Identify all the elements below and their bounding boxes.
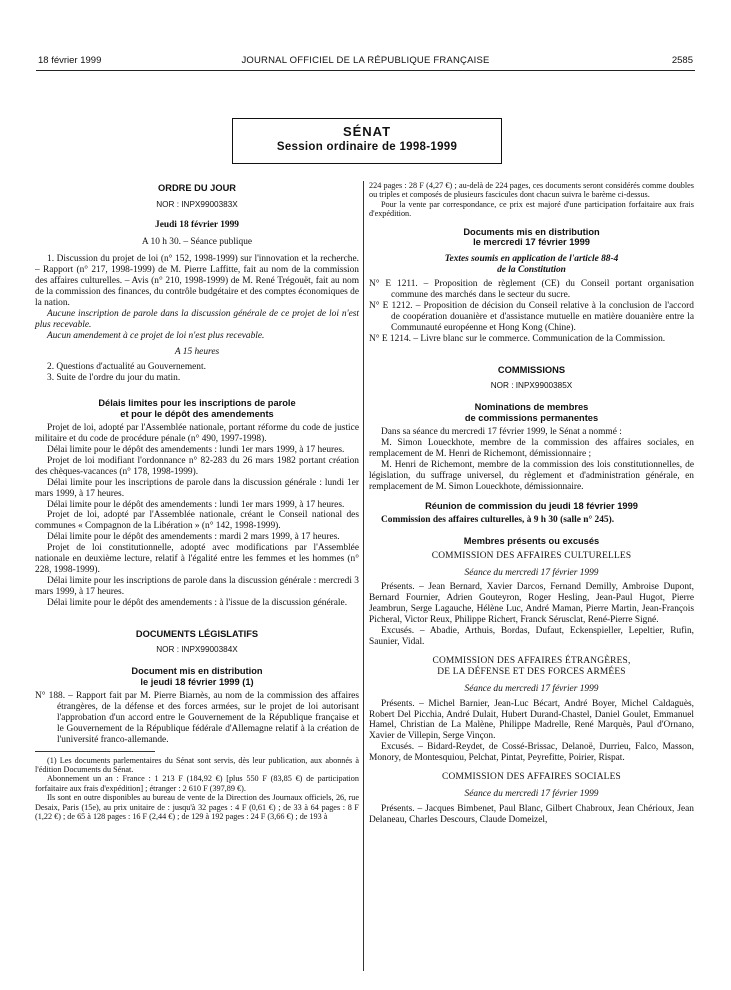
nor-reference: NOR : INPX9900385X bbox=[490, 381, 573, 391]
delai-paragraph: Délai limite pour le dépôt des amendements : lundi 1er mars 1999, à 17 heures. bbox=[47, 445, 345, 455]
delai-paragraph: Délai limite pour les inscriptions de parole dans la discussion générale : lundi 1er mars 1999, à 17 heures. bbox=[35, 477, 359, 499]
seance-date: Séance du mercredi 17 février 1999 bbox=[464, 683, 599, 694]
footnote-mail-order: Pour la vente par correspondance, ce prix est majoré d'une participation forfaitaire aux frais d'expédition. bbox=[369, 199, 694, 219]
delai-paragraph: Délai limite pour les inscriptions de parole dans la discussion générale : mercredi 3 mars 1999, à 17 heures. bbox=[35, 575, 359, 597]
commission-name: COMMISSION DES AFFAIRES CULTURELLES bbox=[431, 550, 632, 561]
nor-reference: NOR : INPX9900384X bbox=[156, 645, 238, 655]
seance-date: Séance du mercredi 17 février 1999 bbox=[464, 567, 599, 578]
agenda-note: Aucun amendement à ce projet de loi n'est plus recevable. bbox=[47, 330, 265, 341]
column-divider bbox=[363, 181, 364, 971]
nomination-paragraph: M. Simon Loueckhote, membre de la commission des affaires sociales, en remplacement de M. Henri de Richemont, démissionnaire ; bbox=[369, 438, 694, 460]
presents-list: Présents. – Jean Bernard, Xavier Darcos, Fernand Demilly, Ambroise Dupont, Bernard Fournier, Adrien Gouteyron, Roger Hesling, Jean-Paul Hugot, Pierre Jeambrun, Serge Lagauche, Hélène Luc, André Maman, Pierre Martin, Jean-François Picheral, Victor Reux, Philippe Richert, Franck Sérusclat, René-Pierre Signé. bbox=[369, 582, 694, 626]
document-e1212: N° E 1212. – Proposition de décision du Conseil relative à la conclusion de l'accord de coopération douanière et d'assistance mutuelle en matière douanière entre la Communauté européenne et Hong Kong (Chine). bbox=[369, 301, 694, 334]
nomination-paragraph: Dans sa séance du mercredi 17 février 1999, le Sénat a nommé : bbox=[381, 427, 622, 438]
reunion-paragraph: Commission des affaires culturelles, à 9 h 30 (salle n° 245). bbox=[381, 515, 615, 526]
commissions-heading: COMMISSIONS bbox=[497, 364, 566, 375]
agenda-item-3: 3. Suite de l'ordre du jour du matin. bbox=[47, 373, 181, 384]
document-e1214: N° E 1214. – Livre blanc sur le commerce. Communication de la Commission. bbox=[369, 333, 666, 344]
seance-date: Séance du mercredi 17 février 1999 bbox=[464, 788, 599, 799]
nominations-heading-line2: de commissions permanentes bbox=[464, 412, 599, 423]
footnote-subscription: Abonnement un an : France : 1 213 F (184,92 €) [plus 550 F (83,85 €) de participation forfaitaire aux frais d'expédition] ; étranger : 2 610 F (397,89 €). bbox=[35, 774, 359, 793]
header-page-number: 2585 bbox=[671, 55, 693, 66]
right-column bbox=[369, 181, 694, 826]
agenda-note: Aucune inscription de parole dans la discussion générale de ce projet de loi n'est plus recevable. bbox=[35, 308, 359, 330]
document-e1211: N° E 1211. – Proposition de règlement (CE) du Conseil portant organisation commune des marchés dans le secteur du sucre. bbox=[369, 279, 694, 301]
page-header bbox=[0, 55, 731, 69]
nominations-heading: Nominations de membres bbox=[474, 402, 589, 413]
title-session: Session ordinaire de 1998-1999 bbox=[276, 141, 458, 153]
document-188: N° 188. – Rapport fait par M. Pierre Biarnès, au nom de la commission des affaires étrangères, de la défense et des forces armées, sur le projet de loi autorisant l'approbation d'un accord entre le Gouvernement de la République française et le Gouvernement de la République fédérale d'Allemagne relatif à la création de l'université franco-allemande. bbox=[35, 691, 359, 745]
header-journal: JOURNAL OFFICIEL DE LA RÉPUBLIQUE FRANÇAISE bbox=[241, 55, 490, 66]
documents-distribution-heading: Documents mis en distribution bbox=[463, 226, 600, 237]
excuses-list: Excusés. – Bidard-Reydet, de Cossé-Brissac, Delanoë, Durrieu, Falco, Masson, Monory, de Montesquiou, Pelchat, Pintat, Peyrefitte, Poirier, Rispat. bbox=[369, 742, 694, 764]
nor-reference: NOR : INPX9900383X bbox=[156, 199, 238, 209]
ordre-du-jour-heading: ORDRE DU JOUR bbox=[158, 183, 236, 193]
presents-list: Présents. – Michel Barnier, Jean-Luc Bécart, André Boyer, Michel Caldaguès, Robert Del Picchia, André Dulait, Hubert Durand-Chastel, Daniel Goulet, Emmanuel Hamel, Christian de La Malène, Philippe Madrelle, René Marquès, Paul d'Ornano, Xavier de Villepin, Serge Vinçon. bbox=[369, 698, 694, 742]
delai-paragraph: Délai limite pour le dépôt des amendements : à l'issue de la discussion générale. bbox=[47, 597, 348, 608]
commission-name: COMMISSION DES AFFAIRES SOCIALES bbox=[442, 772, 621, 783]
delai-paragraph: Délai limite pour le dépôt des amendements : mardi 2 mars 1999, à 17 heures. bbox=[47, 532, 340, 543]
delai-paragraph: Projet de loi modifiant l'ordonnance n° 82-283 du 26 mars 1982 portant création des chèques-vacances (n° 178, 1998-1999). bbox=[35, 455, 359, 477]
afternoon-time: A 15 heures bbox=[174, 347, 220, 358]
title-box bbox=[232, 118, 502, 164]
delai-paragraph: Projet de loi, adopté par l'Assemblée nationale, créant le Conseil national des communes « Compagnon de la Libération » (n° 142, 1998-1999). bbox=[35, 510, 359, 532]
agenda-item-2: 2. Questions d'actualité au Gouvernement. bbox=[47, 362, 206, 373]
delai-paragraph: Projet de loi, adopté par l'Assemblée nationale, portant réforme du code de justice militaire et du code de procédure pénale (n° 490, 1997-1998). bbox=[35, 423, 359, 445]
textes-heading-line2: de la Constitution bbox=[497, 264, 566, 275]
document-distribution-date: le jeudi 18 février 1999 (1) bbox=[140, 676, 254, 687]
seance-time: A 10 h 30. – Séance publique bbox=[141, 237, 253, 248]
commission-name: COMMISSION DES AFFAIRES ÉTRANGÈRES, bbox=[432, 655, 631, 666]
header-rule bbox=[36, 70, 695, 71]
delai-paragraph: Délai limite pour le dépôt des amendements : lundi 1er mars 1999, à 17 heures. bbox=[47, 499, 345, 510]
documents-legislatifs-heading: DOCUMENTS LÉGISLATIFS bbox=[135, 628, 259, 639]
footnote-1: (1) Les documents parlementaires du Sénat sont servis, dès leur publication, aux abonnés à l'édition Documents du Sénat. bbox=[35, 755, 359, 774]
presents-list: Présents. – Jacques Bimbenet, Paul Blanc, Gilbert Chabroux, Jean Chérioux, Jean Delaneau, Charles Descours, Claude Domeizel, bbox=[369, 803, 694, 825]
title-senat: SÉNAT bbox=[342, 124, 392, 139]
footnote-rule bbox=[35, 751, 155, 752]
membres-heading: Membres présents ou excusés bbox=[463, 536, 600, 547]
delais-heading: Délais limites pour les inscriptions de parole bbox=[98, 398, 296, 409]
nomination-paragraph: M. Henri de Richemont, membre de la commission des lois constitutionnelles, de législation, du suffrage universel, du règlement et d'administration générale, en remplacement de M. Simon Loueckhote, démissionnaire. bbox=[369, 460, 694, 492]
date-heading: Jeudi 18 février 1999 bbox=[155, 220, 239, 231]
header-date: 18 février 1999 bbox=[38, 55, 102, 66]
documents-distribution-date: le mercredi 17 février 1999 bbox=[473, 237, 590, 248]
agenda-item-1: 1. Discussion du projet de loi (n° 152, 1998-1999) sur l'innovation et la recherche. – Rapport (n° 217, 1998-1999) de M. Pierre Laffitte, fait au nom de la commission des affaires culturelles. – Avis (n° 210, 1998-1999) de M. René Trégouët, fait au nom de la commission des finances, du contrôle budgétaire et des comptes économiques de la nation. bbox=[35, 254, 359, 308]
footnote-prices: Ils sont en outre disponibles au bureau de vente de la Direction des Journaux officiels, 26, rue Desaix, Paris (15e), au prix unitaire de : jusqu'à 32 pages : 4 F (0,61 €) ; de 33 à 64 pages : 8 F (1,22 €) ; de 65 à 128 pages : 16 F (2,44 €) ; de 129 à 192 pages : 24 F (3,66 €) ; de 193 à bbox=[35, 793, 359, 821]
reunion-heading: Réunion de commission du jeudi 18 février 1999 bbox=[425, 500, 638, 511]
footnote-continuation: 224 pages : 28 F (4,27 €) ; au-delà de 224 pages, ces documents seront considérés comme doubles ou triples et composés de plusieurs fascicules dont chacun suivra le barème ci-dessus. bbox=[369, 181, 694, 200]
delai-paragraph: Projet de loi constitutionnelle, adopté avec modifications par l'Assemblée nationale en deuxième lecture, relatif à l'égalité entre les femmes et les hommes (n° 228, 1998-1999). bbox=[35, 543, 359, 575]
delais-heading-line2: et pour le dépôt des amendements bbox=[120, 408, 274, 419]
document-distribution-heading: Document mis en distribution bbox=[131, 666, 263, 676]
excuses-list: Excusés. – Abadie, Arthuis, Bordas, Dufaut, Eckenspieller, Lepeltier, Rufin, Saunier, Vidal. bbox=[369, 626, 694, 647]
textes-heading: Textes soumis en application de l'article 88-4 bbox=[444, 253, 619, 264]
commission-name-line2: DE LA DÉFENSE ET DES FORCES ARMÉES bbox=[437, 666, 626, 677]
left-column bbox=[35, 181, 359, 821]
